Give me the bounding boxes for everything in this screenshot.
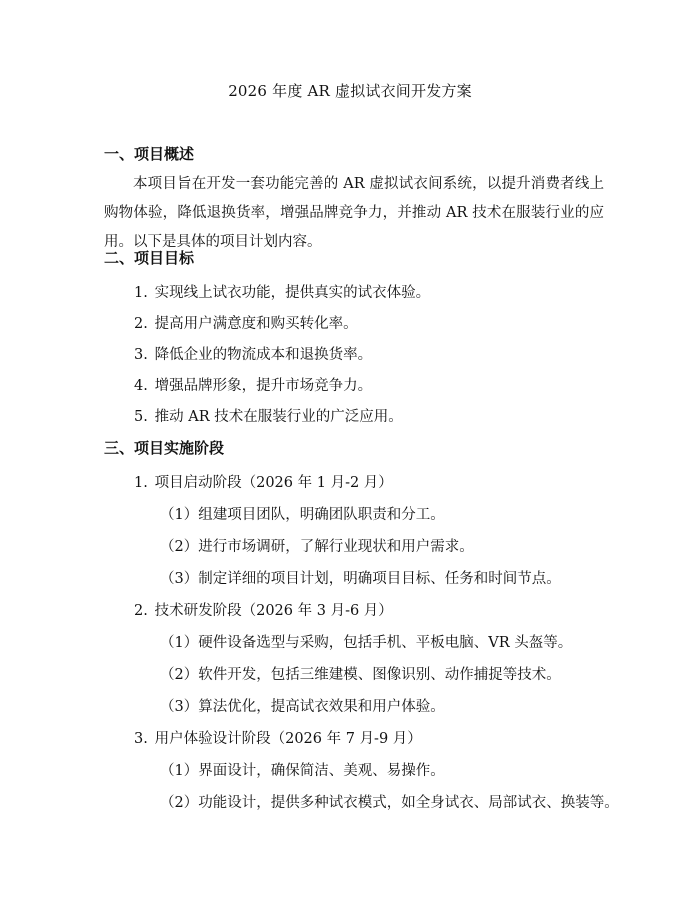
phase-text: 用户体验设计阶段（2026 年 7 月-9 月） [154, 731, 422, 747]
goal-item [134, 343, 372, 364]
section-heading-phases: 三、项目实施阶段 [104, 439, 225, 457]
goal-number: 4. [134, 378, 148, 394]
phase-item [134, 599, 393, 620]
goal-item [134, 374, 372, 395]
goal-text: 提高用户满意度和购买转化率。 [154, 316, 358, 332]
goal-item [134, 405, 403, 426]
section-heading-overview: 一、项目概述 [104, 145, 195, 163]
phase-subitem: （1）组建项目团队，明确团队职责和分工。 [160, 507, 445, 523]
goal-item [134, 281, 430, 302]
phase-subitem: （1）界面设计，确保简洁、美观、易操作。 [160, 763, 445, 779]
goal-number: 2. [134, 316, 148, 332]
phase-subitem: （3）制定详细的项目计划，明确项目目标、任务和时间节点。 [160, 571, 561, 587]
goal-text: 推动 AR 技术在服装行业的广泛应用。 [154, 409, 403, 425]
phase-subitem: （2）软件开发，包括三维建模、图像识别、动作捕捉等技术。 [160, 667, 561, 683]
phase-subitem: （2）功能设计，提供多种试衣模式，如全身试衣、局部试衣、换装等。 [160, 795, 619, 811]
phase-number: 2. [134, 603, 148, 619]
phase-subitem: （2）进行市场调研，了解行业现状和用户需求。 [160, 539, 474, 555]
goal-text: 实现线上试衣功能，提供真实的试衣体验。 [154, 285, 431, 301]
goal-number: 5. [134, 409, 148, 425]
goal-item [134, 312, 358, 333]
goal-text: 降低企业的物流成本和退换货率。 [154, 347, 373, 363]
section-heading-goals: 二、项目目标 [104, 249, 195, 267]
goal-text: 增强品牌形象，提升市场竞争力。 [154, 378, 373, 394]
goal-number: 3. [134, 347, 148, 363]
phase-item [134, 727, 422, 748]
phase-text: 项目启动阶段（2026 年 1 月-2 月） [154, 475, 393, 491]
phase-item [134, 471, 393, 492]
overview-paragraph: 本项目旨在开发一套功能完善的 AR 虚拟试衣间系统，以提升消费者线上购物体验，降低退换货率，增强品牌竞争力，并推动 AR 技术在服装行业的应用。以下是具体的项目计划内容。 [104, 176, 604, 250]
phase-subitem: （1）硬件设备选型与采购，包括手机、平板电脑、VR 头盔等。 [160, 635, 573, 651]
phase-subitem: （3）算法优化，提高试衣效果和用户体验。 [160, 699, 445, 715]
phase-number: 1. [134, 475, 148, 491]
phase-text: 技术研发阶段（2026 年 3 月-6 月） [154, 603, 393, 619]
phase-number: 3. [134, 731, 148, 747]
document-title: 2026 年度 AR 虚拟试衣间开发方案 [228, 82, 472, 100]
goal-number: 1. [134, 285, 148, 301]
